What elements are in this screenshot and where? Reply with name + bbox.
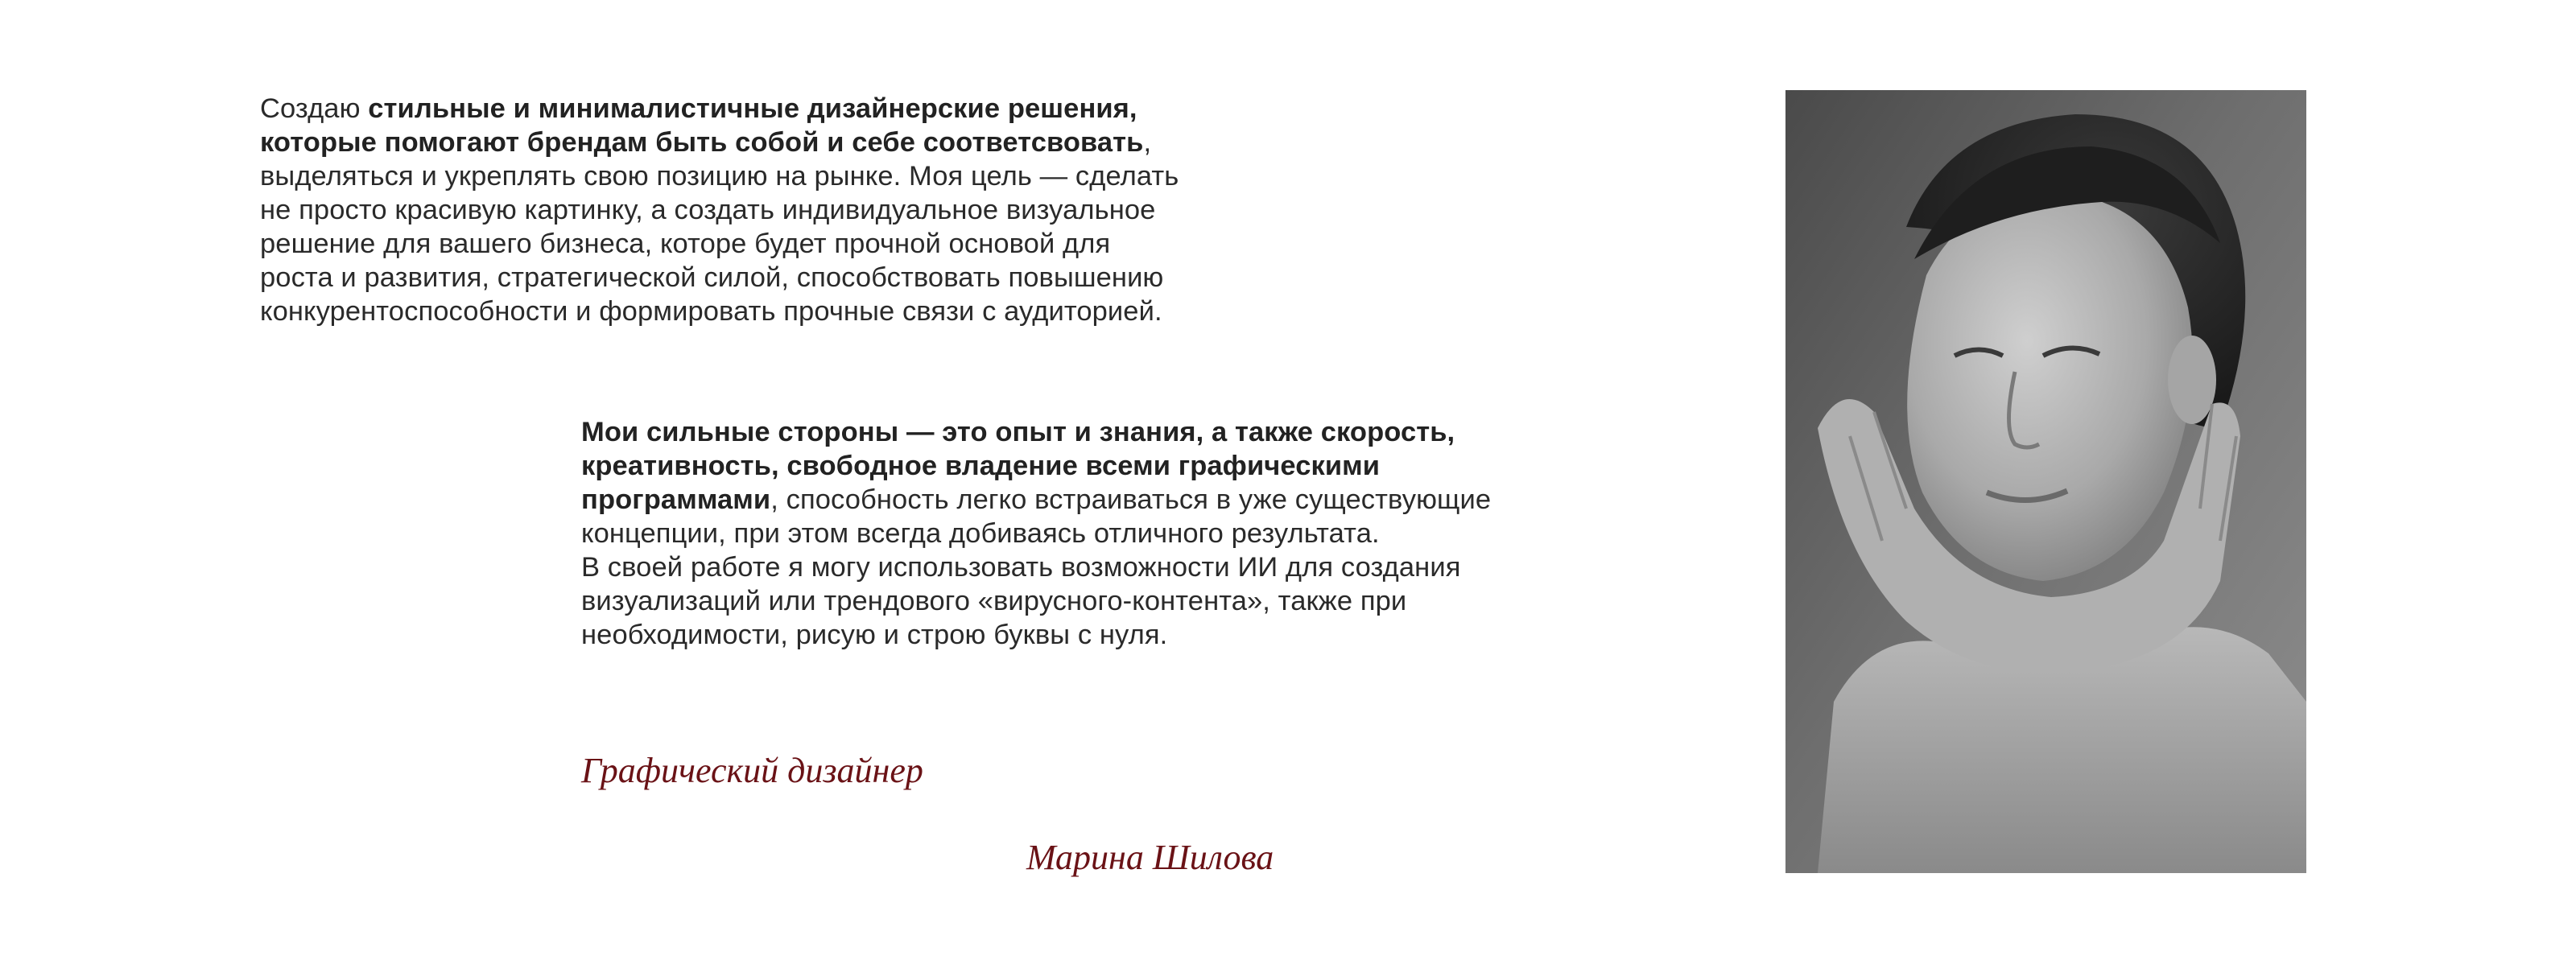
role-title: Графический дизайнер: [581, 751, 923, 790]
strengths-line-3-segment-0: концепции, при этом всегда добиваясь отличного результата.: [581, 518, 1380, 549]
intro-line-6-segment-0: конкурентоспособности и формировать прочные связи с аудиторией.: [260, 296, 1162, 327]
strengths-line-1-segment-0: креативность, свободное владение всеми графическими: [581, 451, 1381, 481]
strengths-paragraph: [581, 415, 1491, 652]
strengths-line-5-segment-0: визуализаций или трендового «вирусного-контента», также при: [581, 586, 1407, 616]
intro-line-1-segment-0: которые помогают брендам быть собой и себе соответсвовать: [260, 127, 1144, 158]
portrait-photo-icon: [1785, 90, 2306, 873]
strengths-line-4-segment-0: В своей работе я могу использовать возможности ИИ для создания: [581, 552, 1461, 583]
intro-paragraph: [260, 92, 1179, 328]
intro-line-1-segment-1: ,: [1143, 127, 1152, 158]
strengths-line-2-segment-1: , способность легко встраиваться в уже существующие: [770, 484, 1492, 515]
intro-line-2-segment-0: выделяться и укреплять свою позицию на рынке. Моя цель — сделать: [260, 161, 1179, 192]
strengths-line-6-segment-0: необходимости, рисую и строю буквы с нуля.: [581, 620, 1168, 650]
intro-line-3-segment-0: не просто красивую картинку, а создать индивидуальное визуальное: [260, 195, 1156, 225]
intro-line-5-segment-0: роста и развития, стратегической силой, способствовать повышению: [260, 262, 1164, 293]
designer-name: Марина Шилова: [1026, 838, 1274, 877]
intro-line-4-segment-0: решение для вашего бизнеса, которе будет прочной основой для: [260, 229, 1111, 259]
intro-line-0-segment-1: стильные и минималистичные дизайнерские решения,: [368, 93, 1137, 124]
strengths-line-2-segment-0: программами: [581, 484, 771, 515]
intro-line-0-segment-0: Создаю: [260, 93, 369, 124]
strengths-line-0-segment-0: Мои сильные стороны — это опыт и знания, а также скорость,: [581, 417, 1455, 447]
